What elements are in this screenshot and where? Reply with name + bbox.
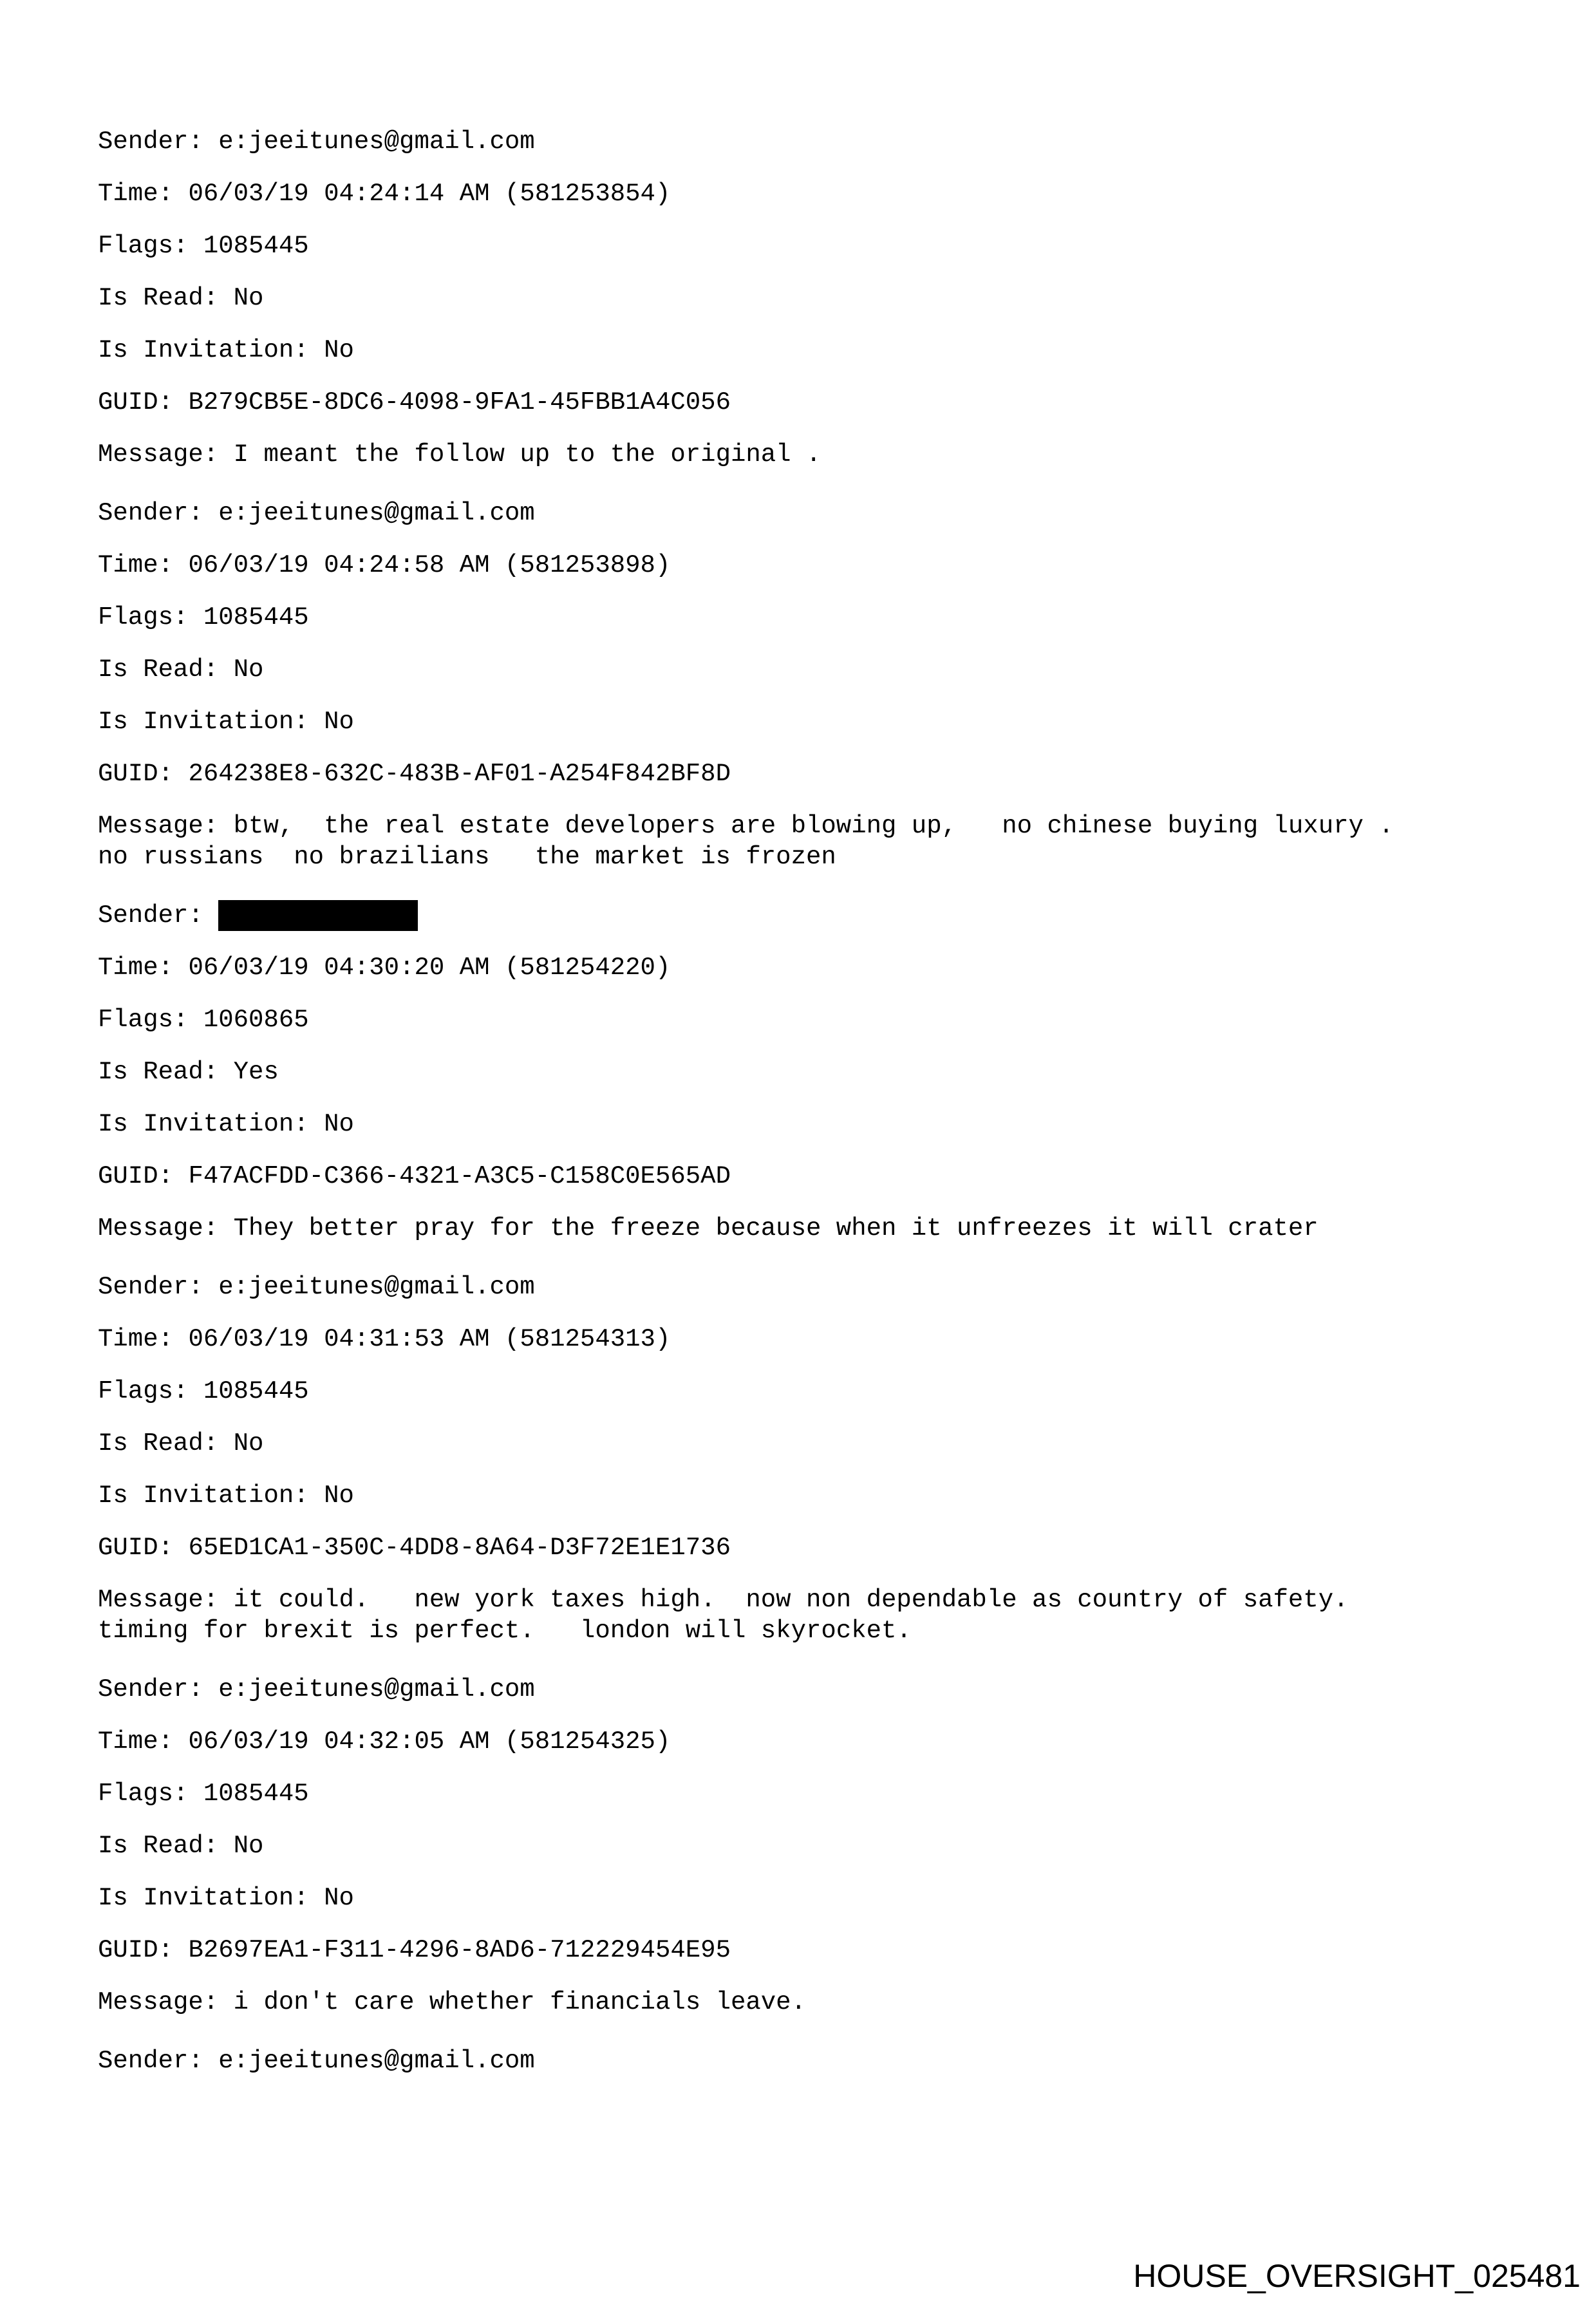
guid-line	[98, 1161, 1514, 1192]
sender-value: e:jeeitunes@gmail.com	[218, 2047, 535, 2075]
message-label: Message:	[98, 1988, 234, 2016]
is-read-value: No	[233, 1832, 264, 1860]
sender-label: Sender:	[98, 2047, 219, 2075]
time-value: 06/03/19 04:24:58 AM (581253898)	[188, 551, 671, 579]
is-invitation-line	[98, 1109, 1514, 1140]
bates-number: HOUSE_OVERSIGHT_025481	[1133, 2258, 1581, 2294]
guid-line	[98, 1532, 1514, 1563]
sender-line	[98, 498, 1514, 529]
sender-value: e:jeeitunes@gmail.com	[218, 1273, 535, 1301]
message-line	[98, 1213, 1514, 1244]
is-read-line	[98, 654, 1514, 685]
message-text: btw, the real estate developers are blowing up, no chinese buying luxury . no russians no brazilians the market is frozen	[98, 812, 1394, 871]
is-invitation-value: No	[324, 1110, 354, 1138]
is-invitation-label: Is Invitation:	[98, 1884, 324, 1912]
message-line	[98, 439, 1514, 470]
is-read-label: Is Read:	[98, 655, 234, 684]
is-read-line	[98, 1830, 1514, 1861]
is-invitation-value: No	[324, 336, 354, 364]
is-read-label: Is Read:	[98, 1832, 234, 1860]
message-text: I meant the follow up to the original .	[233, 440, 821, 469]
guid-value: B279CB5E-8DC6-4098-9FA1-45FBB1A4C056	[188, 388, 731, 417]
guid-label: GUID:	[98, 1162, 189, 1190]
time-line	[98, 952, 1514, 983]
flags-value: 1085445	[203, 1377, 309, 1405]
sender-line	[98, 1272, 1514, 1302]
guid-value: B2697EA1-F311-4296-8AD6-712229454E95	[188, 1936, 731, 1964]
message-record	[98, 900, 1514, 1244]
is-read-line	[98, 1428, 1514, 1459]
time-value: 06/03/19 04:30:20 AM (581254220)	[188, 954, 671, 982]
message-label: Message:	[98, 1586, 234, 1614]
flags-label: Flags:	[98, 603, 203, 632]
time-label: Time:	[98, 551, 189, 579]
sender-line	[98, 2045, 1514, 2076]
guid-value: F47ACFDD-C366-4321-A3C5-C158C0E565AD	[188, 1162, 731, 1190]
message-text: it could. new york taxes high. now non dependable as country of safety. timing for brexit is perfect. london will skyrocket.	[98, 1586, 1349, 1645]
message-text: i don't care whether financials leave.	[233, 1988, 806, 2016]
is-invitation-label: Is Invitation:	[98, 1110, 324, 1138]
flags-value: 1060865	[203, 1006, 309, 1034]
flags-label: Flags:	[98, 1780, 203, 1808]
guid-line	[98, 387, 1514, 418]
time-value: 06/03/19 04:24:14 AM (581253854)	[188, 180, 671, 208]
is-read-label: Is Read:	[98, 1429, 234, 1458]
flags-line	[98, 602, 1514, 633]
is-invitation-label: Is Invitation:	[98, 1481, 324, 1510]
sender-label: Sender:	[98, 901, 219, 930]
message-line	[98, 1987, 1514, 2018]
message-record	[98, 2045, 1514, 2076]
time-value: 06/03/19 04:31:53 AM (581254313)	[188, 1325, 671, 1353]
is-read-value: No	[233, 284, 264, 312]
is-invitation-label: Is Invitation:	[98, 708, 324, 736]
time-label: Time:	[98, 1325, 189, 1353]
guid-label: GUID:	[98, 1936, 189, 1964]
message-record	[98, 126, 1514, 470]
time-line	[98, 1726, 1514, 1757]
sender-line	[98, 126, 1514, 157]
is-read-value: No	[233, 1429, 264, 1458]
time-line	[98, 550, 1514, 581]
flags-label: Flags:	[98, 232, 203, 260]
guid-label: GUID:	[98, 388, 189, 417]
message-label: Message:	[98, 1214, 234, 1243]
is-invitation-line	[98, 1480, 1514, 1511]
is-invitation-value: No	[324, 1481, 354, 1510]
message-record	[98, 1272, 1514, 1646]
is-invitation-label: Is Invitation:	[98, 336, 324, 364]
is-invitation-value: No	[324, 1884, 354, 1912]
is-read-value: Yes	[233, 1058, 279, 1086]
time-line	[98, 1324, 1514, 1355]
message-record	[98, 498, 1514, 872]
flags-line	[98, 1778, 1514, 1809]
guid-value: 65ED1CA1-350C-4DD8-8A64-D3F72E1E1736	[188, 1534, 731, 1562]
flags-value: 1085445	[203, 232, 309, 260]
redaction-block	[218, 900, 418, 931]
flags-label: Flags:	[98, 1006, 203, 1034]
sender-value: e:jeeitunes@gmail.com	[218, 127, 535, 156]
guid-label: GUID:	[98, 760, 189, 788]
sender-label: Sender:	[98, 1273, 219, 1301]
message-label: Message:	[98, 440, 234, 469]
is-invitation-line	[98, 706, 1514, 737]
flags-value: 1085445	[203, 603, 309, 632]
is-read-label: Is Read:	[98, 1058, 234, 1086]
sender-label: Sender:	[98, 499, 219, 527]
message-line	[98, 811, 1514, 872]
is-invitation-line	[98, 1883, 1514, 1913]
is-read-value: No	[233, 655, 264, 684]
time-label: Time:	[98, 954, 189, 982]
message-record	[98, 1674, 1514, 2018]
guid-line	[98, 1935, 1514, 1966]
message-line	[98, 1584, 1514, 1646]
flags-line	[98, 230, 1514, 261]
is-read-label: Is Read:	[98, 284, 234, 312]
is-invitation-line	[98, 335, 1514, 366]
sender-label: Sender:	[98, 1675, 219, 1704]
sender-value: e:jeeitunes@gmail.com	[218, 1675, 535, 1704]
time-label: Time:	[98, 180, 189, 208]
message-text: They better pray for the freeze because when it unfreezes it will crater	[233, 1214, 1319, 1243]
flags-line	[98, 1004, 1514, 1035]
flags-label: Flags:	[98, 1377, 203, 1405]
sender-value: e:jeeitunes@gmail.com	[218, 499, 535, 527]
time-value: 06/03/19 04:32:05 AM (581254325)	[188, 1727, 671, 1756]
guid-value: 264238E8-632C-483B-AF01-A254F842BF8D	[188, 760, 731, 788]
flags-line	[98, 1376, 1514, 1407]
sender-line	[98, 900, 1514, 931]
is-invitation-value: No	[324, 708, 354, 736]
guid-label: GUID:	[98, 1534, 189, 1562]
sender-label: Sender:	[98, 127, 219, 156]
time-line	[98, 178, 1514, 209]
message-log	[98, 126, 1514, 2104]
flags-value: 1085445	[203, 1780, 309, 1808]
time-label: Time:	[98, 1727, 189, 1756]
sender-line	[98, 1674, 1514, 1705]
message-label: Message:	[98, 812, 234, 840]
is-read-line	[98, 283, 1514, 314]
guid-line	[98, 758, 1514, 789]
is-read-line	[98, 1057, 1514, 1087]
